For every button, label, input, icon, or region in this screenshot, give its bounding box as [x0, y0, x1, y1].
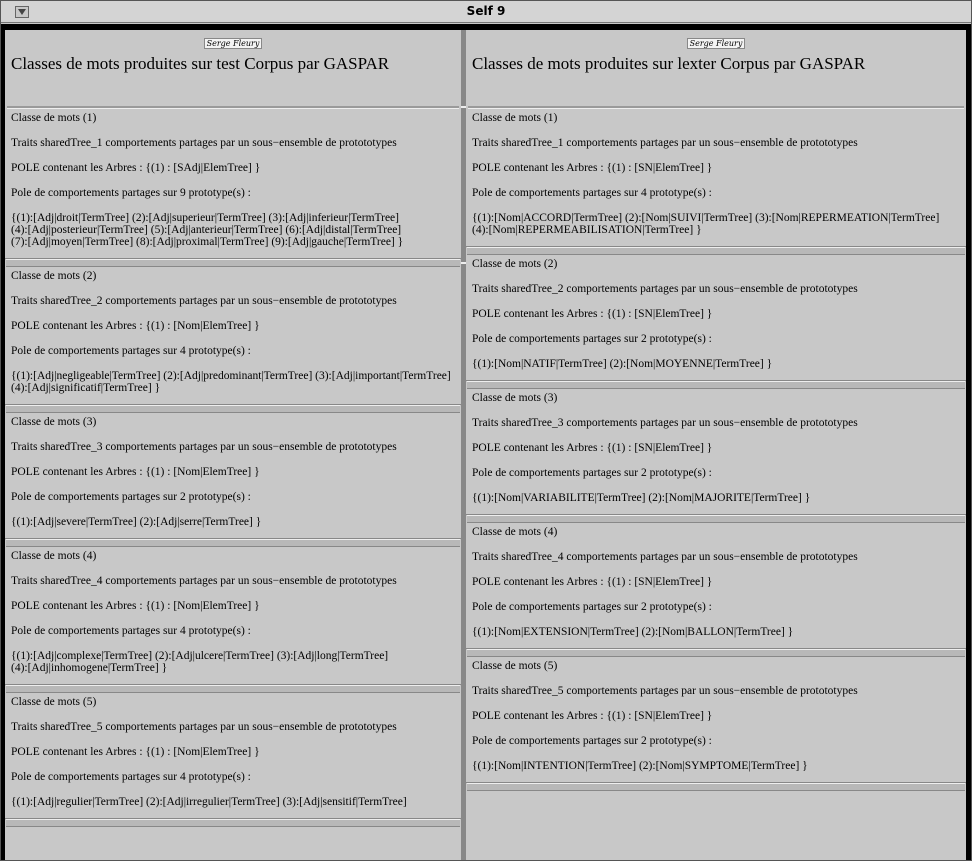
class-pole: POLE contenant les Arbres : {(1) : [SN|ElemTree] } [472, 308, 713, 320]
class-traits: Traits sharedTree_3 comportements partages par un sous−ensemble de protototypes [472, 417, 858, 429]
class-traits: Traits sharedTree_4 comportements partages par un sous−ensemble de protototypes [472, 551, 858, 563]
class-separator [467, 247, 965, 255]
prototype-line: {(1):[Nom|ACCORD|TermTree] (2):[Nom|SUIVI|TermTree] (3):[Nom|REPERMEATION|TermTree] [472, 212, 940, 224]
right-pane-title: Classes de mots produites sur lexter Corpus par GASPAR [472, 54, 866, 73]
class-items [11, 796, 455, 808]
class-count: Pole de comportements partages sur 4 prototype(s) : [11, 345, 251, 357]
right-outliner[interactable] [466, 30, 966, 860]
class-pole: POLE contenant les Arbres : {(1) : [SN|ElemTree] } [472, 710, 713, 722]
class-traits: Traits sharedTree_1 comportements partages par un sous−ensemble de protototypes [472, 137, 858, 149]
class-heading: Classe de mots (5) [11, 696, 97, 708]
class-pole: POLE contenant les Arbres : {(1) : [SN|ElemTree] } [472, 162, 713, 174]
class-traits: Traits sharedTree_5 comportements partages par un sous−ensemble de protototypes [472, 685, 858, 697]
class-separator [467, 381, 965, 389]
prototype-line: {(1):[Nom|NATIF|TermTree] (2):[Nom|MOYENNE|TermTree] } [472, 358, 773, 370]
prototype-line: {(1):[Nom|EXTENSION|TermTree] (2):[Nom|BALLON|TermTree] } [472, 626, 794, 638]
class-heading: Classe de mots (3) [11, 416, 97, 428]
class-pole: POLE contenant les Arbres : {(1) : [SN|ElemTree] } [472, 576, 713, 588]
class-items [472, 760, 960, 772]
class-separator [6, 685, 460, 693]
class-pole: POLE contenant les Arbres : {(1) : [SAdj|ElemTree] } [11, 162, 261, 174]
class-items [11, 516, 455, 528]
class-traits: Traits sharedTree_3 comportements partages par un sous−ensemble de protototypes [11, 441, 397, 453]
prototype-line: {(1):[Nom|VARIABILITE|TermTree] (2):[Nom|MAJORITE|TermTree] } [472, 492, 811, 504]
class-pole: POLE contenant les Arbres : {(1) : [Nom|ElemTree] } [11, 746, 260, 758]
content-area [1, 24, 971, 860]
left-class-list [5, 109, 461, 827]
word-class-block [5, 267, 461, 405]
word-class-block [466, 255, 966, 381]
class-heading: Classe de mots (1) [11, 112, 97, 124]
class-items [11, 212, 455, 248]
class-traits: Traits sharedTree_2 comportements partages par un sous−ensemble de protototypes [472, 283, 858, 295]
author-label: Serge Fleury [204, 38, 263, 49]
word-class-block [5, 109, 461, 259]
class-items [472, 358, 960, 370]
author-label: Serge Fleury [687, 38, 746, 49]
class-separator [467, 783, 965, 791]
class-count: Pole de comportements partages sur 9 prototype(s) : [11, 187, 251, 199]
prototype-line: (4):[Adj|significatif|TermTree] } [11, 382, 161, 394]
class-pole: POLE contenant les Arbres : {(1) : [SN|ElemTree] } [472, 442, 713, 454]
word-class-block [466, 109, 966, 247]
class-items [11, 370, 455, 394]
class-count: Pole de comportements partages sur 2 prototype(s) : [11, 491, 251, 503]
right-header [466, 38, 966, 106]
class-count: Pole de comportements partages sur 2 prototype(s) : [472, 601, 712, 613]
title-bar[interactable] [1, 1, 971, 23]
class-heading: Classe de mots (4) [472, 526, 558, 538]
class-separator [6, 405, 460, 413]
class-count: Pole de comportements partages sur 4 prototype(s) : [11, 625, 251, 637]
word-class-block [5, 413, 461, 539]
class-count: Pole de comportements partages sur 2 prototype(s) : [472, 735, 712, 747]
class-count: Pole de comportements partages sur 2 prototype(s) : [472, 333, 712, 345]
class-heading: Classe de mots (5) [472, 660, 558, 672]
left-outliner[interactable] [5, 30, 461, 860]
prototype-line: {(1):[Adj|complexe|TermTree] (2):[Adj|ulcere|TermTree] (3):[Adj|long|TermTree] [11, 650, 389, 662]
class-count: Pole de comportements partages sur 4 prototype(s) : [11, 771, 251, 783]
left-pane-title: Classes de mots produites sur test Corpus par GASPAR [11, 54, 390, 73]
class-pole: POLE contenant les Arbres : {(1) : [Nom|ElemTree] } [11, 600, 260, 612]
class-items [472, 626, 960, 638]
class-heading: Classe de mots (2) [472, 258, 558, 270]
class-traits: Traits sharedTree_2 comportements partages par un sous−ensemble de protototypes [11, 295, 397, 307]
class-items [472, 492, 960, 504]
class-separator [467, 515, 965, 523]
class-heading: Classe de mots (1) [472, 112, 558, 124]
prototype-line: {(1):[Adj|negligeable|TermTree] (2):[Adj|predominant|TermTree] (3):[Adj|important|TermTree] [11, 370, 451, 382]
class-traits: Traits sharedTree_5 comportements partages par un sous−ensemble de protototypes [11, 721, 397, 733]
class-pole: POLE contenant les Arbres : {(1) : [Nom|ElemTree] } [11, 466, 260, 478]
class-heading: Classe de mots (4) [11, 550, 97, 562]
class-heading: Classe de mots (2) [11, 270, 97, 282]
class-traits: Traits sharedTree_1 comportements partages par un sous−ensemble de protototypes [11, 137, 397, 149]
class-items [11, 650, 455, 674]
left-header [5, 38, 461, 106]
class-traits: Traits sharedTree_4 comportements partages par un sous−ensemble de protototypes [11, 575, 397, 587]
class-pole: POLE contenant les Arbres : {(1) : [Nom|ElemTree] } [11, 320, 260, 332]
word-class-block [466, 657, 966, 783]
prototype-line: {(1):[Adj|regulier|TermTree] (2):[Adj|irregulier|TermTree] (3):[Adj|sensitif|TermTree] [11, 796, 407, 808]
class-separator [6, 819, 460, 827]
class-items [472, 212, 960, 236]
word-class-block [5, 547, 461, 685]
right-class-list [466, 109, 966, 791]
prototype-line: {(1):[Nom|INTENTION|TermTree] (2):[Nom|SYMPTOME|TermTree] } [472, 760, 808, 772]
class-separator [467, 649, 965, 657]
prototype-line: (4):[Adj|inhomogene|TermTree] } [11, 662, 168, 674]
word-class-block [466, 389, 966, 515]
window-title: Self 9 [466, 4, 506, 18]
prototype-line: (4):[Nom|REPERMEABILISATION|TermTree] } [472, 224, 702, 236]
class-separator [6, 259, 460, 267]
prototype-line: (7):[Adj|moyen|TermTree] (8):[Adj|proximal|TermTree] (9):[Adj|gauche|TermTree] } [11, 236, 404, 248]
prototype-line: (4):[Adj|posterieur|TermTree] (5):[Adj|anterieur|TermTree] (6):[Adj|distal|TermTree] [11, 224, 402, 236]
class-count: Pole de comportements partages sur 4 prototype(s) : [472, 187, 712, 199]
class-count: Pole de comportements partages sur 2 prototype(s) : [472, 467, 712, 479]
prototype-line: {(1):[Adj|severe|TermTree] (2):[Adj|serre|TermTree] } [11, 516, 262, 528]
word-class-block [5, 693, 461, 819]
word-class-block [466, 523, 966, 649]
class-separator [6, 539, 460, 547]
prototype-line: {(1):[Adj|droit|TermTree] (2):[Adj|superieur|TermTree] (3):[Adj|inferieur|TermTree] [11, 212, 399, 224]
class-heading: Classe de mots (3) [472, 392, 558, 404]
